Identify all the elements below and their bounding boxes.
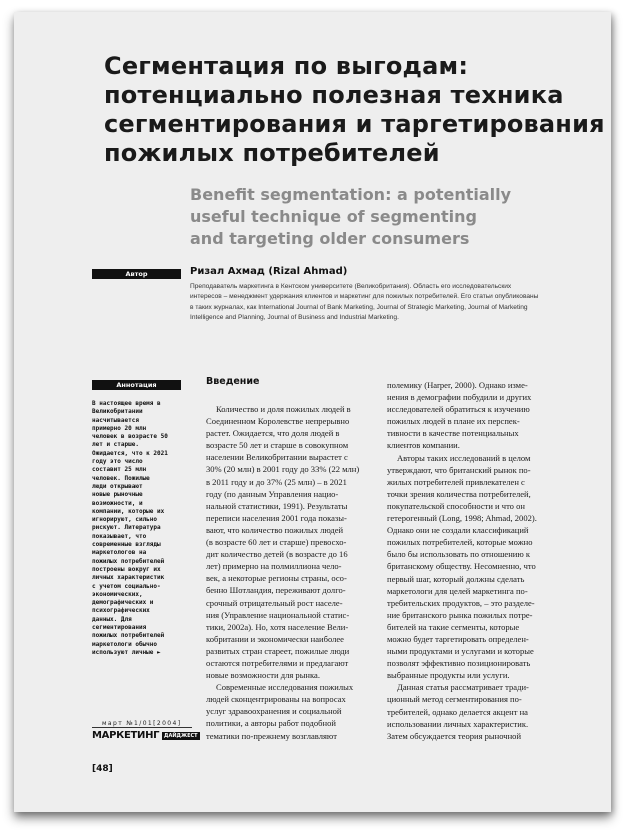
subtitle-line: useful technique of segmenting [190, 207, 477, 226]
abstract-line: насчитывается [92, 416, 139, 424]
body-line: точки зрения количества потребителей, [387, 488, 531, 499]
body-line: покупательской способности и что он [387, 500, 525, 511]
body-line: использовании личных характеристик. [387, 718, 529, 729]
abstract-line: пожилых потребителей [92, 632, 165, 640]
body-line: новые возможности для рынка. [206, 670, 320, 681]
body-line: гетерогенный (Long, 1998; Ahmad, 2002). [387, 513, 537, 524]
body-line: британскому обществу. Несомненно, что [387, 561, 536, 572]
abstract-line: маркетологи обычно [92, 640, 158, 648]
body-line: возрасте 50 лет и старше в совокупном [206, 440, 349, 451]
abstract-line: возможности, и [92, 499, 143, 507]
body-line: Авторы таких исследований в целом [397, 452, 531, 463]
title-line: Сегментация по выгодам: [104, 52, 469, 80]
body-line: ния (Управление национальной статис- [206, 609, 350, 620]
body-line: развитых стран стареет, пожилые люди [206, 645, 350, 656]
divider [92, 727, 192, 728]
body-line: ние британского рынка пожилых потре- [387, 609, 533, 620]
body-line: Современные исследования пожилых [216, 682, 354, 693]
abstract-line: Великобритании [92, 408, 143, 416]
body-line: Данная статья рассматривает тради- [397, 682, 529, 693]
body-column-2 [387, 379, 572, 742]
issue-info: март №1/01[2004] [102, 720, 182, 727]
abstract-line: построены вокруг их [92, 565, 161, 573]
body-line: году (по данным Управления нацио- [206, 488, 339, 499]
page [14, 12, 611, 812]
abstract-line: примерно 20 млн [92, 424, 147, 432]
body-line: полемику (Harper, 2000). Однако изме- [387, 380, 528, 390]
body-line: бителей на такие сегменты, которые [387, 621, 520, 632]
body-line: позволят эффективно позиционировать [387, 658, 531, 669]
abstract-line: психографических [92, 607, 150, 615]
body-line: срочный отрицательный рост населе- [206, 597, 343, 608]
body-line: Количество и доля пожилых людей в [216, 404, 351, 414]
body-line: (в возрасте 60 лет и старше) превосхо- [206, 537, 347, 548]
body-line: остаются потребителями и предлагают [206, 657, 349, 668]
article-title [104, 52, 605, 168]
magazine-logo: МАРКЕТИНГ [92, 730, 160, 741]
author-label: Автор [92, 269, 181, 279]
body-line: нения в демографии побудили и других [387, 392, 532, 403]
abstract-line: человек. Пожилые [92, 474, 150, 482]
body-line: клиентов компании. [387, 440, 460, 451]
body-line: дит количество детей (в возрасте до 16 [206, 549, 348, 560]
abstract-line: данных. Для [92, 615, 132, 623]
body-line: политики, а авторы работ подобной [206, 718, 336, 729]
abstract-line: В настоящее время в [92, 400, 161, 407]
abstract-line: используют личные ► [92, 648, 161, 656]
body-line: Соединенном Королевстве непрерывно [206, 416, 350, 427]
abstract-line: современные взгляды [92, 541, 161, 549]
body-line: в 2011 году и до 37% (25 млн) – в 2021 [206, 476, 347, 487]
body-line: требителей, однако делается акцент на [387, 706, 528, 717]
title-line: пожилых потребителей [104, 139, 440, 167]
abstract-line: личных характеристик [92, 574, 165, 582]
body-line: можно будет таргетировать определен- [387, 633, 529, 644]
body-line: тематики по-прежнему возглавляют [206, 730, 337, 741]
abstract-line: сегментирования [92, 624, 147, 632]
abstract-label: Аннотация [92, 380, 181, 390]
body-line: Затем обсуждается теория рыночной [387, 730, 522, 741]
abstract-line: демографических и [92, 599, 154, 607]
body-line: услуг здравоохранения и социальной [206, 706, 342, 717]
body-line: пожилых потребителей, которые можно [387, 537, 533, 548]
abstract-line: рискуют. Литература [92, 524, 161, 532]
abstract-line: году это число [92, 458, 143, 466]
body-line: бенно Шотландия, переживают долго- [206, 585, 346, 596]
body-line: Однако они не создали классификаций [387, 525, 529, 536]
abstract-line: показывает, что [92, 532, 147, 540]
body-line: утверждают, что британский рынок по- [387, 464, 531, 475]
abstract-line: Ожидается, что к 2021 [92, 449, 168, 457]
title-line: сегментирования и таргетирования [104, 110, 605, 138]
body-line: нальной статистики, 1991). Результаты [206, 500, 348, 511]
body-line: лет) примерно на полмиллиона чело- [206, 561, 342, 572]
abstract-line: игнорируют, сильно [92, 516, 158, 524]
abstract-line: маркетологов на [92, 549, 147, 557]
abstract-text [92, 400, 182, 657]
body-line: выбранные продукты или услуги. [387, 670, 510, 681]
body-line: тики, 2002a). Но, хотя население Вели- [206, 621, 349, 632]
body-line: пожилых людей в плане их перспек- [387, 416, 520, 427]
abstract-line: лет и старше. [92, 441, 139, 449]
abstract-line: экономических, [92, 590, 143, 598]
abstract-line: человек в возрасте 50 [92, 433, 168, 441]
body-line: было бы использовать по отношению к [387, 549, 531, 560]
article-subtitle [190, 184, 530, 250]
abstract-line: с учетом социально- [92, 582, 161, 590]
body-line: маркетологи для целей маркетинга по- [387, 585, 528, 596]
author-name: Ризал Ахмад (Rizal Ahmad) [190, 266, 348, 277]
body-line: людей сконцентрированы на вопросах [206, 694, 346, 705]
body-line: первый шаг, который должны сделать [387, 573, 525, 584]
body-line: растет. Ожидается, что доля людей в [206, 428, 340, 439]
body-line: вают, что количество пожилых людей [206, 524, 344, 535]
abstract-line: новые рыночные [92, 491, 143, 499]
section-heading: Введение [206, 376, 260, 387]
magazine-logo-tag: ДАЙДЖЕСТ [164, 733, 198, 739]
body-line: тивности в качестве потенциальных [387, 428, 519, 439]
title-line: потенциально полезная техника [104, 81, 564, 109]
page-number: [48] [92, 764, 113, 774]
author-bio: Преподаватель маркетинга в Кентском университете (Великобритания). Область его исследовательских интересов – менеджмент удержания клиентов и маркетинг для пожилых потребителей. Его статьи опубликованы в таких журналах, как International Journal of Bank Marketing, Journal of Strategic Marketing, Journal of Marketing Intelligence and Planning, Journal of Business and Industrial Marketing. [190, 283, 539, 322]
body-line: жилых потребителей привлекателен с [387, 476, 525, 487]
body-line: переписи населения 2001 года показы- [206, 512, 347, 523]
body-line: населении Великобритании вырастет с [206, 452, 348, 463]
body-line: ными продуктами и услугами и которые [387, 646, 534, 657]
abstract-line: пожилых потребителей [92, 557, 165, 565]
abstract-line: компании, которые их [92, 507, 165, 515]
body-line: исследователей обратиться к изучению [387, 404, 530, 415]
body-column-1 [206, 403, 386, 742]
body-line: 30% (20 млн) в 2001 году до 33% (22 млн) [206, 464, 360, 475]
subtitle-line: Benefit segmentation: a potentially [190, 185, 512, 204]
body-line: требительских продуктов, – это разделе- [387, 597, 535, 608]
abstract-line: составит 25 млн [92, 466, 147, 474]
body-line: кобритании и экономически наиболее [206, 633, 344, 644]
body-line: ционный метод сегментирования по- [387, 694, 522, 705]
body-line: век, а некоторые регионы страны, осо- [206, 573, 347, 584]
subtitle-line: and targeting older consumers [190, 229, 470, 248]
abstract-line: люди открывают [92, 482, 143, 490]
